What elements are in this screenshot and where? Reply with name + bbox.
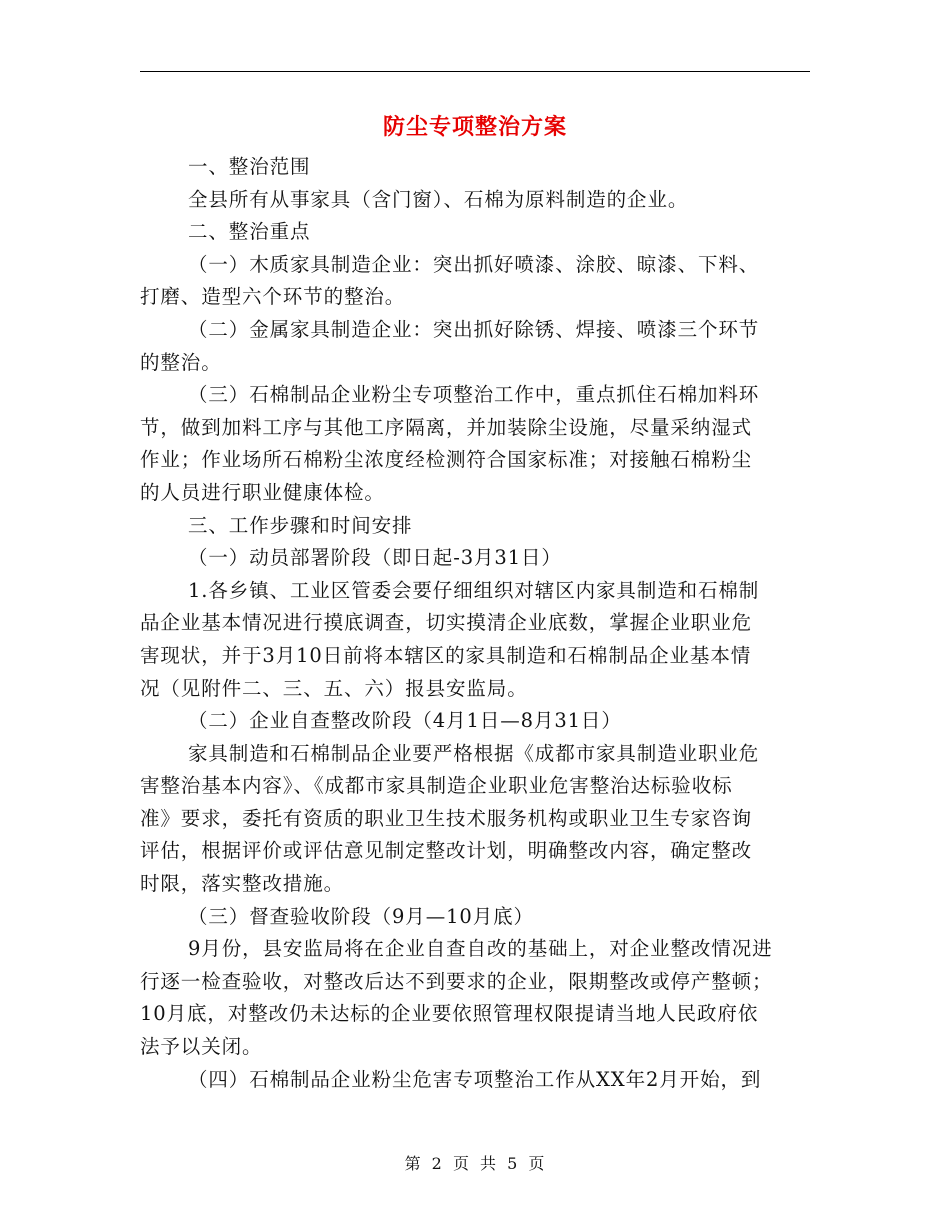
body-line: （一）木质家具制造企业：突出抓好喷漆、涂胶、晾漆、下料、 <box>188 252 760 276</box>
body-line: 节，做到加料工序与其他工序隔离，并加装除尘设施，尽量采纳湿式 <box>140 415 753 439</box>
body-line: （二）企业自查整改阶段（4月1日—8月31日） <box>188 709 622 733</box>
body-line: 害现状，并于3月10日前将本辖区的家具制造和石棉制品企业基本情 <box>140 643 752 667</box>
body-line: 害整治基本内容》、《成都市家具制造企业职业危害整治达标验收标 <box>140 774 733 798</box>
document-title: 防尘专项整治方案 <box>382 114 567 140</box>
body-line: 三、工作步骤和时间安排 <box>188 513 413 537</box>
body-line: 打磨、造型六个环节的整治。 <box>140 285 406 309</box>
body-line: 10月底，对整改仍未达标的企业要依照管理权限提请当地人民政府依 <box>140 1002 759 1026</box>
body-line: 品企业基本情况进行摸底调查，切实摸清企业底数，掌握企业职业危 <box>140 611 753 635</box>
body-line: 的整治。 <box>140 350 222 374</box>
header-rule <box>140 71 810 72</box>
body-line: 9月份，县安监局将在企业自查自改的基础上，对企业整改情况进 <box>188 937 773 961</box>
body-line: 二、整治重点 <box>188 220 311 244</box>
body-line: 一、整治范围 <box>188 155 311 178</box>
body-line: （三）石棉制品企业粉尘专项整治工作中，重点抓住石棉加料环 <box>188 383 760 407</box>
body-line: 1.各乡镇、工业区管委会要仔细组织对辖区内家具制造和石棉制 <box>188 578 760 602</box>
body-line: 全县所有从事家具（含门窗）、石棉为原料制造的企业。 <box>188 187 689 211</box>
body-line: 家具制造和石棉制品企业要严格根据《成都市家具制造业职业危 <box>188 741 760 765</box>
body-line: 的人员进行职业健康体检。 <box>140 480 385 504</box>
body-line: （四）石棉制品企业粉尘危害专项整治工作从XX年2月开始，到 <box>188 1067 762 1091</box>
page-number-footer: 第 2 页 共 5 页 <box>404 1154 546 1173</box>
body-line: 法予以关闭。 <box>140 1035 263 1059</box>
body-line: 作业；作业场所石棉粉尘浓度经检测符合国家标准；对接触石棉粉尘 <box>140 448 753 472</box>
document-body <box>140 151 814 1096</box>
body-line: （二）金属家具制造企业：突出抓好除锈、焊接、喷漆三个环节 <box>188 317 760 341</box>
body-line: 准》要求，委托有资质的职业卫生技术服务机构或职业卫生专家咨询 <box>140 806 753 830</box>
body-line: 行逐一检查验收，对整改后达不到要求的企业，限期整改或停产整顿； <box>140 969 773 993</box>
body-line: （一）动员部署阶段（即日起-3月31日） <box>188 546 562 570</box>
body-line: 时限，落实整改措施。 <box>140 872 345 896</box>
body-line: 评估，根据评价或评估意见制定整改计划，明确整改内容，确定整改 <box>140 839 753 863</box>
body-line: （三）督查验收阶段（9月—10月底） <box>188 904 534 928</box>
body-line: 况（见附件二、三、五、六）报县安监局。 <box>140 676 528 700</box>
